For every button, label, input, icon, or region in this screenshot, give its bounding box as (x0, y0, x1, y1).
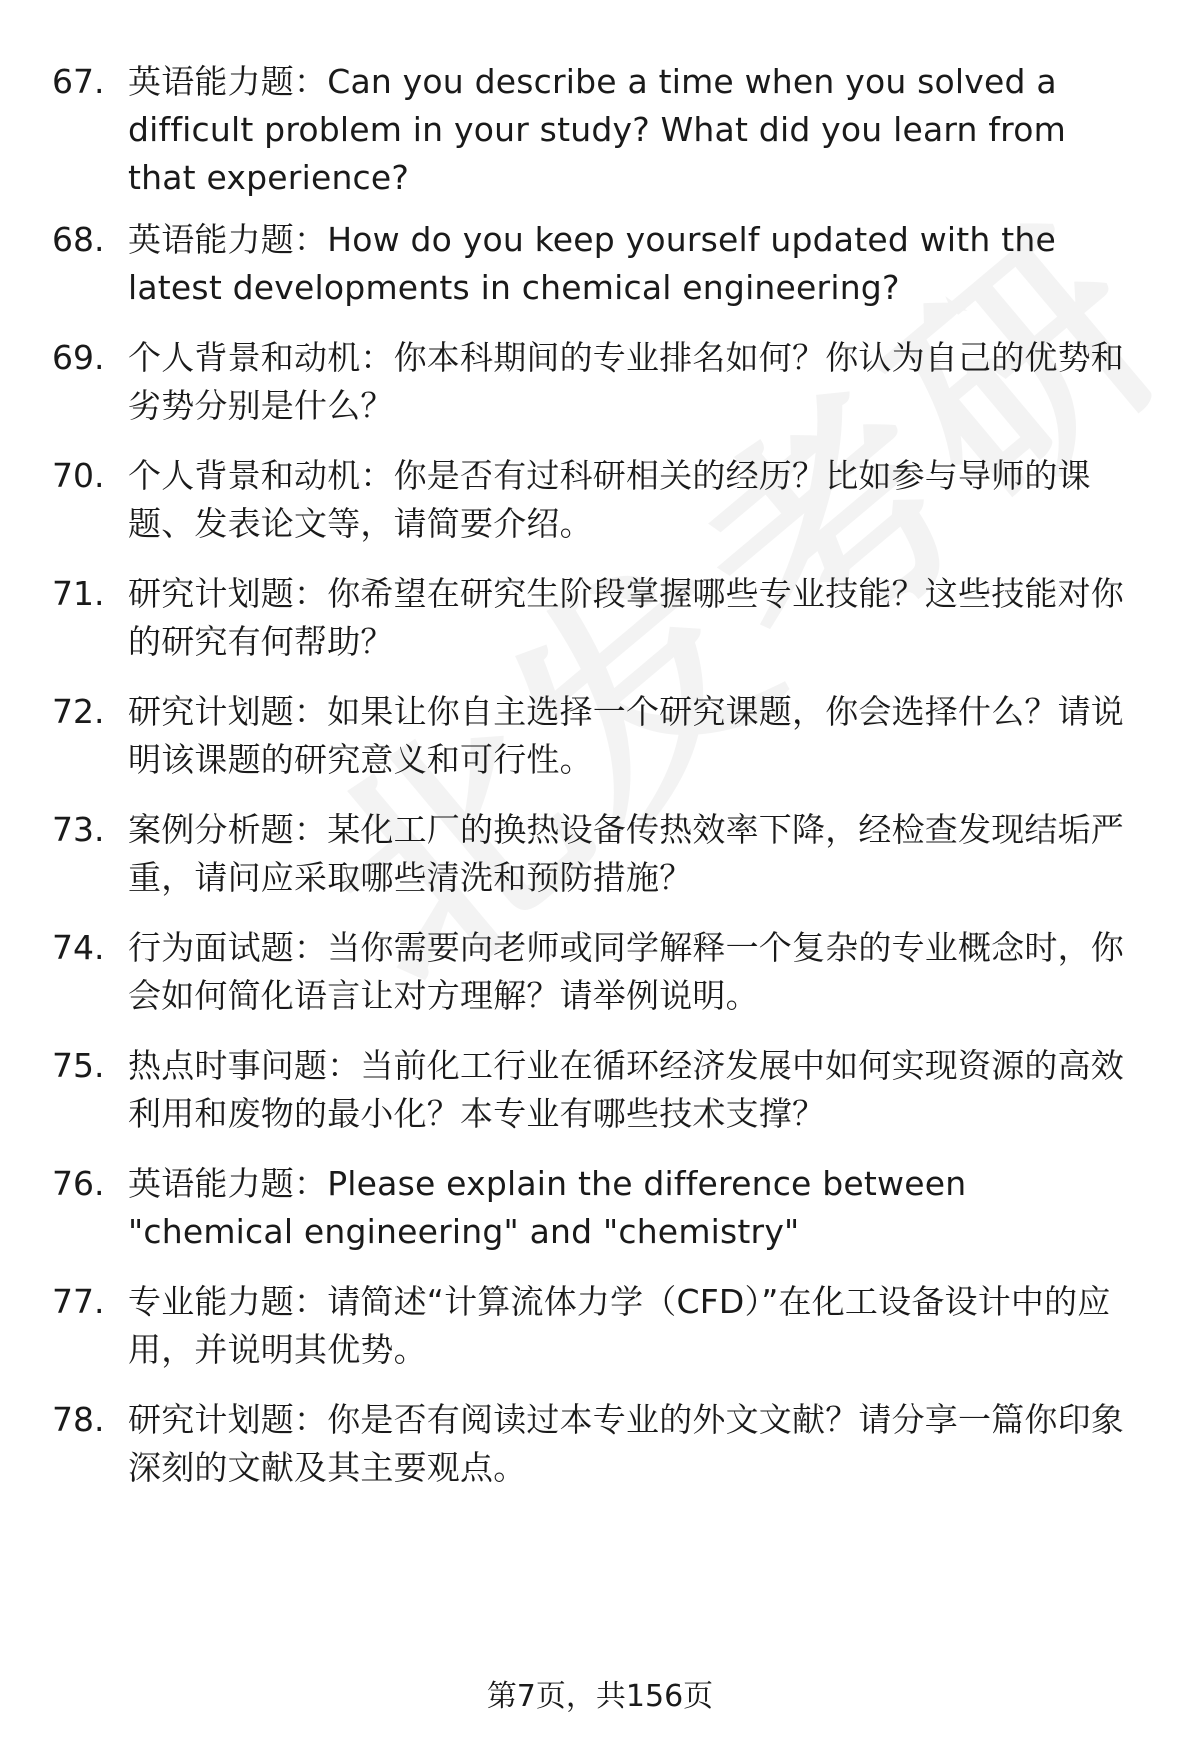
question-text: 行为面试题：当你需要向老师或同学解释一个复杂的专业概念时，你会如何简化语言让对方理解？请举例说明。 (128, 928, 1124, 1015)
question-number: 76. (52, 1164, 105, 1203)
question-text: 英语能力题：Can you describe a time when you solved a difficult problem in your study? What did you learn from that experience? (128, 62, 1066, 197)
question-number: 71. (52, 574, 105, 613)
question-text: 热点时事问题：当前化工行业在循环经济发展中如何实现资源的高效利用和废物的最小化？本专业有哪些技术支撑？ (128, 1046, 1124, 1133)
question-number: 70. (52, 456, 105, 495)
question-text: 研究计划题：如果让你自主选择一个研究课题，你会选择什么？请说明该课题的研究意义和可行性。 (128, 692, 1124, 779)
question-text: 英语能力题：Please explain the difference between "chemical engineering" and "chemistry" (128, 1164, 967, 1251)
question-number: 69. (52, 338, 105, 377)
question-number: 75. (52, 1046, 105, 1085)
question-text: 研究计划题：你希望在研究生阶段掌握哪些专业技能？这些技能对你的研究有何帮助？ (128, 574, 1124, 661)
question-number: 67. (52, 62, 105, 101)
question-text: 英语能力题：How do you keep yourself updated with the latest developments in chemical engineering? (128, 220, 1056, 307)
question-text: 个人背景和动机：你是否有过科研相关的经历？比如参与导师的课题、发表论文等，请简要介绍。 (128, 456, 1091, 543)
question-text: 专业能力题：请简述“计算流体力学（CFD）”在化工设备设计中的应用，并说明其优势。 (128, 1282, 1111, 1369)
question-text: 案例分析题：某化工厂的换热设备传热效率下降，经检查发现结垢严重，请问应采取哪些清洗和预防措施？ (128, 810, 1124, 897)
page-footer: 第7页，共156页 (486, 1679, 714, 1714)
question-number: 68. (52, 220, 105, 259)
question-number: 73. (52, 810, 105, 849)
question-number: 78. (52, 1400, 105, 1439)
question-number: 72. (52, 692, 105, 731)
question-text: 研究计划题：你是否有阅读过本专业的外文文献？请分享一篇你印象深刻的文献及其主要观点。 (128, 1400, 1124, 1487)
question-text: 个人背景和动机：你本科期间的专业排名如何？你认为自己的优势和劣势分别是什么？ (128, 338, 1124, 425)
question-number: 77. (52, 1282, 105, 1321)
question-number: 74. (52, 928, 105, 967)
